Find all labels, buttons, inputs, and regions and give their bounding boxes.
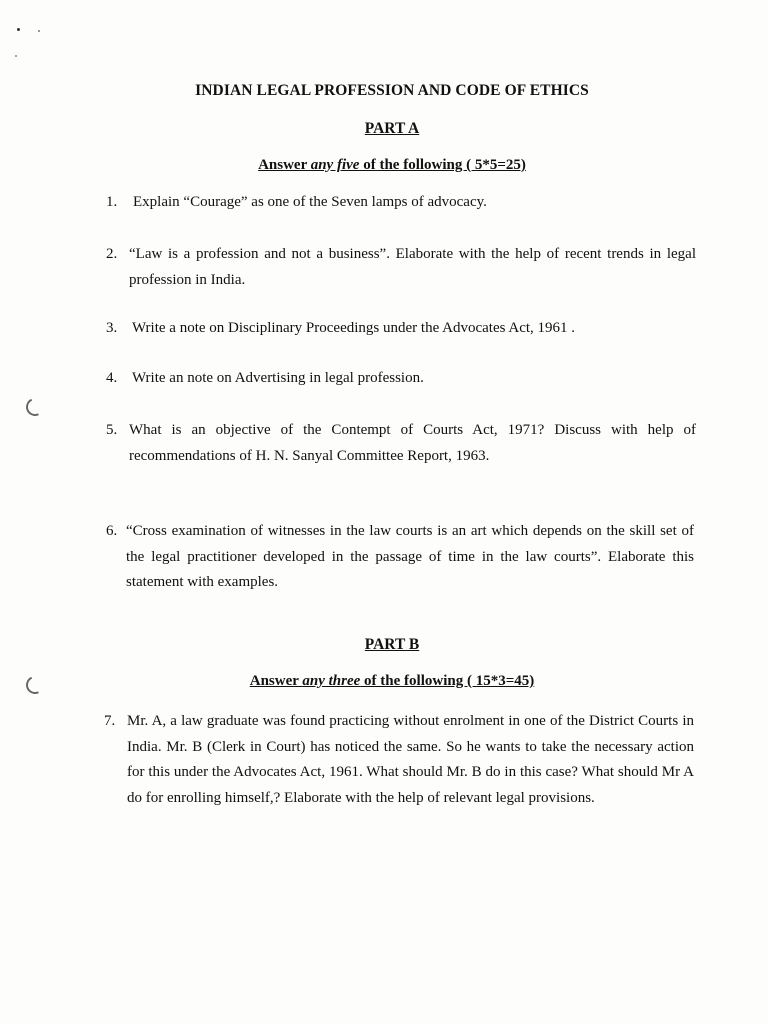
- question-number: 7.: [104, 713, 116, 729]
- instruction-suffix: of the following ( 15*3=45): [360, 673, 535, 689]
- question-number: 4.: [106, 370, 118, 386]
- document-title: INDIAN LEGAL PROFESSION AND CODE OF ETHICS: [195, 82, 589, 99]
- question-6: [106, 519, 696, 597]
- question-text: Write an note on Advertising in legal profession.: [132, 370, 424, 386]
- question-3: [106, 316, 696, 342]
- question-number: 3.: [106, 320, 118, 336]
- question-text: Write a note on Disciplinary Proceedings under the Advocates Act, 1961 .: [132, 320, 576, 336]
- part-a-heading: PART A: [364, 120, 420, 137]
- question-1: [106, 190, 696, 216]
- scan-speck: [38, 30, 40, 32]
- question-number: 2.: [106, 246, 118, 262]
- question-7: [104, 709, 694, 839]
- question-number: 5.: [106, 422, 118, 438]
- part-b-instruction: [0, 673, 768, 690]
- question-text: “Cross examination of witnesses in the law courts is an art which depends on the skill set of the legal practitioner developed in the passage of time in the law courts”. Elaborate this statement with examples.: [126, 523, 694, 590]
- question-2: [106, 242, 696, 294]
- part-b-heading: PART B: [364, 636, 420, 653]
- instruction-prefix: Answer: [249, 673, 303, 689]
- question-text: Mr. A, a law graduate was found practicing without enrolment in one of the District Courts in India. Mr. B (Clerk in Court) has noticed the same. So he wants to take the necessary action for this under the Advocates Act, 1961. What should Mr. B do in this case? What should Mr A do for enrolling himself,? Elaborate with the help of relevant legal provisions.: [127, 713, 694, 806]
- question-5: [106, 418, 696, 470]
- scan-speck: [17, 28, 20, 31]
- part-a-instruction: [0, 157, 768, 174]
- instruction-prefix: Answer: [258, 157, 311, 173]
- question-text: What is an objective of the Contempt of Courts Act, 1971? Discuss with help of recommendations of H. N. Sanyal Committee Report, 1963.: [129, 422, 696, 464]
- question-4: [106, 366, 696, 392]
- instruction-suffix: of the following ( 5*5=25): [359, 157, 526, 173]
- question-number: 6.: [106, 523, 118, 539]
- punch-hole-shadow: [23, 395, 46, 418]
- instruction-emphasis: any five: [310, 157, 360, 173]
- question-number: 1.: [106, 194, 118, 210]
- instruction-emphasis: any three: [302, 673, 361, 689]
- scan-speck: [15, 55, 17, 57]
- question-text: Explain “Courage” as one of the Seven lamps of advocacy.: [133, 194, 487, 210]
- question-text: “Law is a profession and not a business”. Elaborate with the help of recent trends in legal profession in India.: [129, 246, 696, 288]
